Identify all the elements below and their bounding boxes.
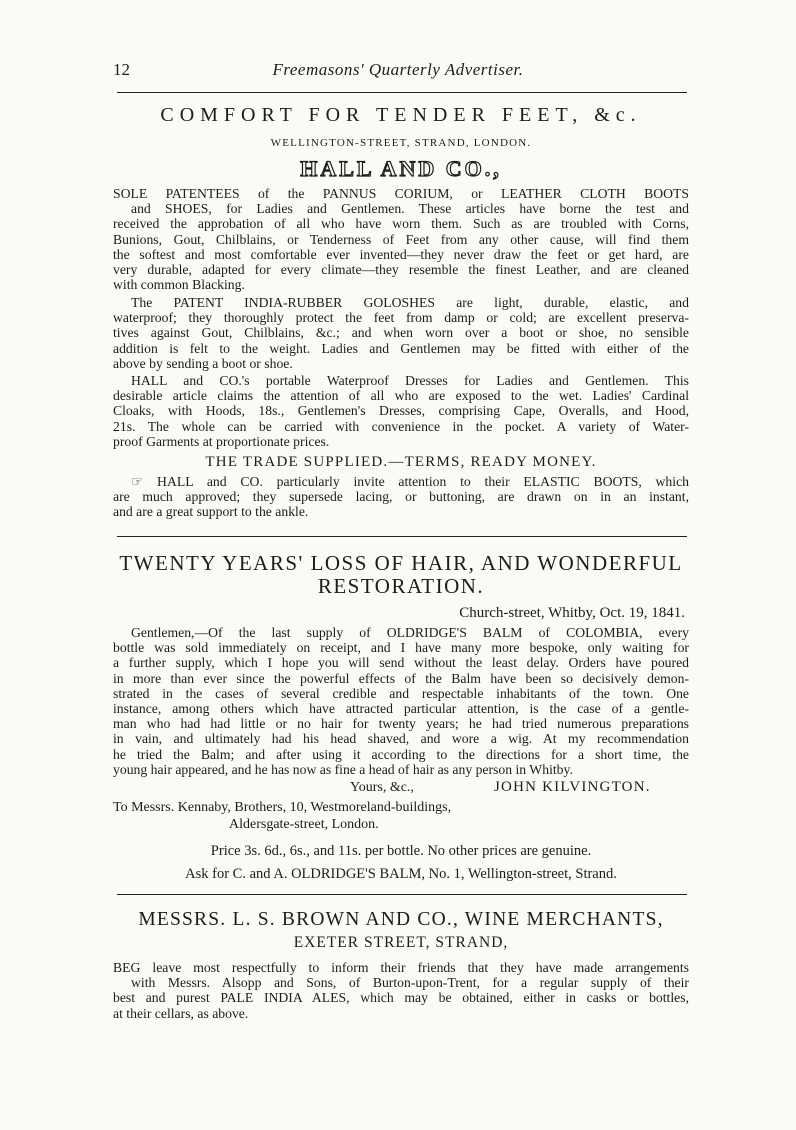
text-line: Cloaks, with Hoods, 18s., Gentlemen's Dresses, comprising Cape, Overalls, and Hood, xyxy=(113,403,689,419)
letter-addressee-line-2: Aldersgate-street, London. xyxy=(229,817,379,832)
text-line: young hair appeared, and he has now as fine a head of hair as any person in Whitby. xyxy=(113,761,573,777)
text-line: in more than ever since the powerful effects of the Balm have been so decisively demon- xyxy=(113,670,689,686)
text-line: are much approved; they supersede lacing, or buttoning, are drawn on in an instant, xyxy=(113,489,689,505)
letter-closing: Yours, &c., xyxy=(350,780,414,795)
text-line: 21s. The whole can be carried with convenience in the pocket. A variety of Water- xyxy=(113,418,689,434)
text-line: Bunions, Gout, Chilblains, or Tenderness of Feet from any other cause, will find them xyxy=(113,231,689,247)
text-line: above by sending a boot or shoe. xyxy=(113,355,293,371)
ad2-letter xyxy=(113,625,689,777)
text-line: The PATENT INDIA-RUBBER GOLOSHES are light, durable, elastic, and xyxy=(131,295,689,310)
ad2-title-line-2: RESTORATION. xyxy=(317,574,485,598)
text-line: a further supply, which I hope you will send without the least delay. Orders have poured xyxy=(113,655,689,671)
text-line: ☞ HALL and CO. particularly invite attention to their ELASTIC BOOTS, which xyxy=(131,474,689,489)
text-line: with Messrs. Alsopp and Sons, of Burton-upon-Trent, for a regular supply of their xyxy=(131,975,689,991)
text-line: he tried the Balm; and after using it according to the directions for a short time, the xyxy=(113,746,689,762)
text-line: desirable article claims the attention of all who are exposed to the wet. Ladies' Cardinal xyxy=(113,388,689,404)
text-line: strated in the cases of several credible and respectable inhabitants of the town. One xyxy=(113,685,689,701)
section-divider xyxy=(117,894,687,895)
text-line: received the approbation of all who have worn them. Such as are troubled with Corns, xyxy=(113,216,689,232)
letter-addressee-line-1: To Messrs. Kennaby, Brothers, 10, Westmoreland-buildings, xyxy=(113,800,452,815)
text-line: and are a great support to the ankle. xyxy=(113,504,309,520)
ad3-address: EXETER STREET, STRAND, xyxy=(293,934,509,951)
ad1-address: WELLINGTON-STREET, STRAND, LONDON. xyxy=(270,137,532,149)
text-line: at their cellars, as above. xyxy=(113,1005,249,1021)
text-line: BEG leave most respectfully to inform their friends that they have made arrangements xyxy=(113,960,689,975)
ad2-title-line-1: TWENTY YEARS' LOSS OF HAIR, AND WONDERFUL xyxy=(119,551,683,575)
text-line: in vain, and ultimately had his head shaved, and wore a wig. At my recommendation xyxy=(113,731,689,747)
ad3-body xyxy=(113,960,689,1021)
text-line: instance, among others which have attracted particular attention, is the case of a gentle- xyxy=(113,701,689,717)
text-line: the softest and most comfortable ever invented—they never draw the feet or get hard, are xyxy=(113,246,689,262)
ad1-trade-notice: THE TRADE SUPPLIED.—TERMS, READY MONEY. xyxy=(205,454,597,470)
text-line: man who had had little or no hair for twenty years; he had tried numerous preparations xyxy=(113,716,689,732)
text-line: HALL and CO.'s portable Waterproof Dresses for Ladies and Gentlemen. This xyxy=(131,373,689,388)
ad2-dateline: Church-street, Whitby, Oct. 19, 1841. xyxy=(459,605,685,621)
text-line: tives against Gout, Chilblains, &c.; and when worn over a boot or shoe, no sensible xyxy=(113,325,689,341)
section-divider xyxy=(117,536,687,537)
text-line: addition is felt to the weight. Ladies and Gentlemen may be fitted with either of the xyxy=(113,340,689,356)
ad1-paragraph-4 xyxy=(113,474,689,520)
text-line: proof Garments at proportionate prices. xyxy=(113,433,330,449)
page-number: 12 xyxy=(113,60,130,79)
text-line: best and purest PALE INDIA ALES, which may be obtained, either in casks or bottles, xyxy=(113,990,689,1006)
text-line: Gentlemen,—Of the last supply of OLDRIDGE'S BALM of COLOMBIA, every xyxy=(131,625,689,640)
header-rule xyxy=(117,92,687,93)
running-title: Freemasons' Quarterly Advertiser. xyxy=(272,60,524,79)
ad1-paragraph-2 xyxy=(113,295,689,371)
ad1-firm-name: HALL AND CO., xyxy=(300,156,502,181)
ad1-title: COMFORT FOR TENDER FEET, &c. xyxy=(160,104,642,126)
ad3-title: MESSRS. L. S. BROWN AND CO., WINE MERCHANTS, xyxy=(138,909,664,930)
ad1-paragraph-1 xyxy=(113,186,689,292)
text-line: SOLE PATENTEES of the PANNUS CORIUM, or LEATHER CLOTH BOOTS xyxy=(113,186,689,201)
text-line: very durable, adapted for every climate—they resemble the finest Leather, and are cleaned xyxy=(113,262,689,278)
text-line: waterproof; they thoroughly protect the feet from damp or cold; are excellent preserva- xyxy=(113,310,689,326)
text-line: bottle was sold immediately on receipt, and I have many more bespoke, only waiting for xyxy=(113,640,689,656)
text-line: with common Blacking. xyxy=(113,277,245,293)
text-line: and SHOES, for Ladies and Gentlemen. These articles have borne the test and xyxy=(131,201,689,217)
letter-signature: JOHN KILVINGTON. xyxy=(494,779,651,795)
ad2-price: Price 3s. 6d., 6s., and 11s. per bottle. No other prices are genuine. xyxy=(210,843,592,859)
ad1-paragraph-3 xyxy=(113,373,689,449)
ad2-ask-for: Ask for C. and A. OLDRIDGE'S BALM, No. 1, Wellington-street, Strand. xyxy=(185,866,617,882)
